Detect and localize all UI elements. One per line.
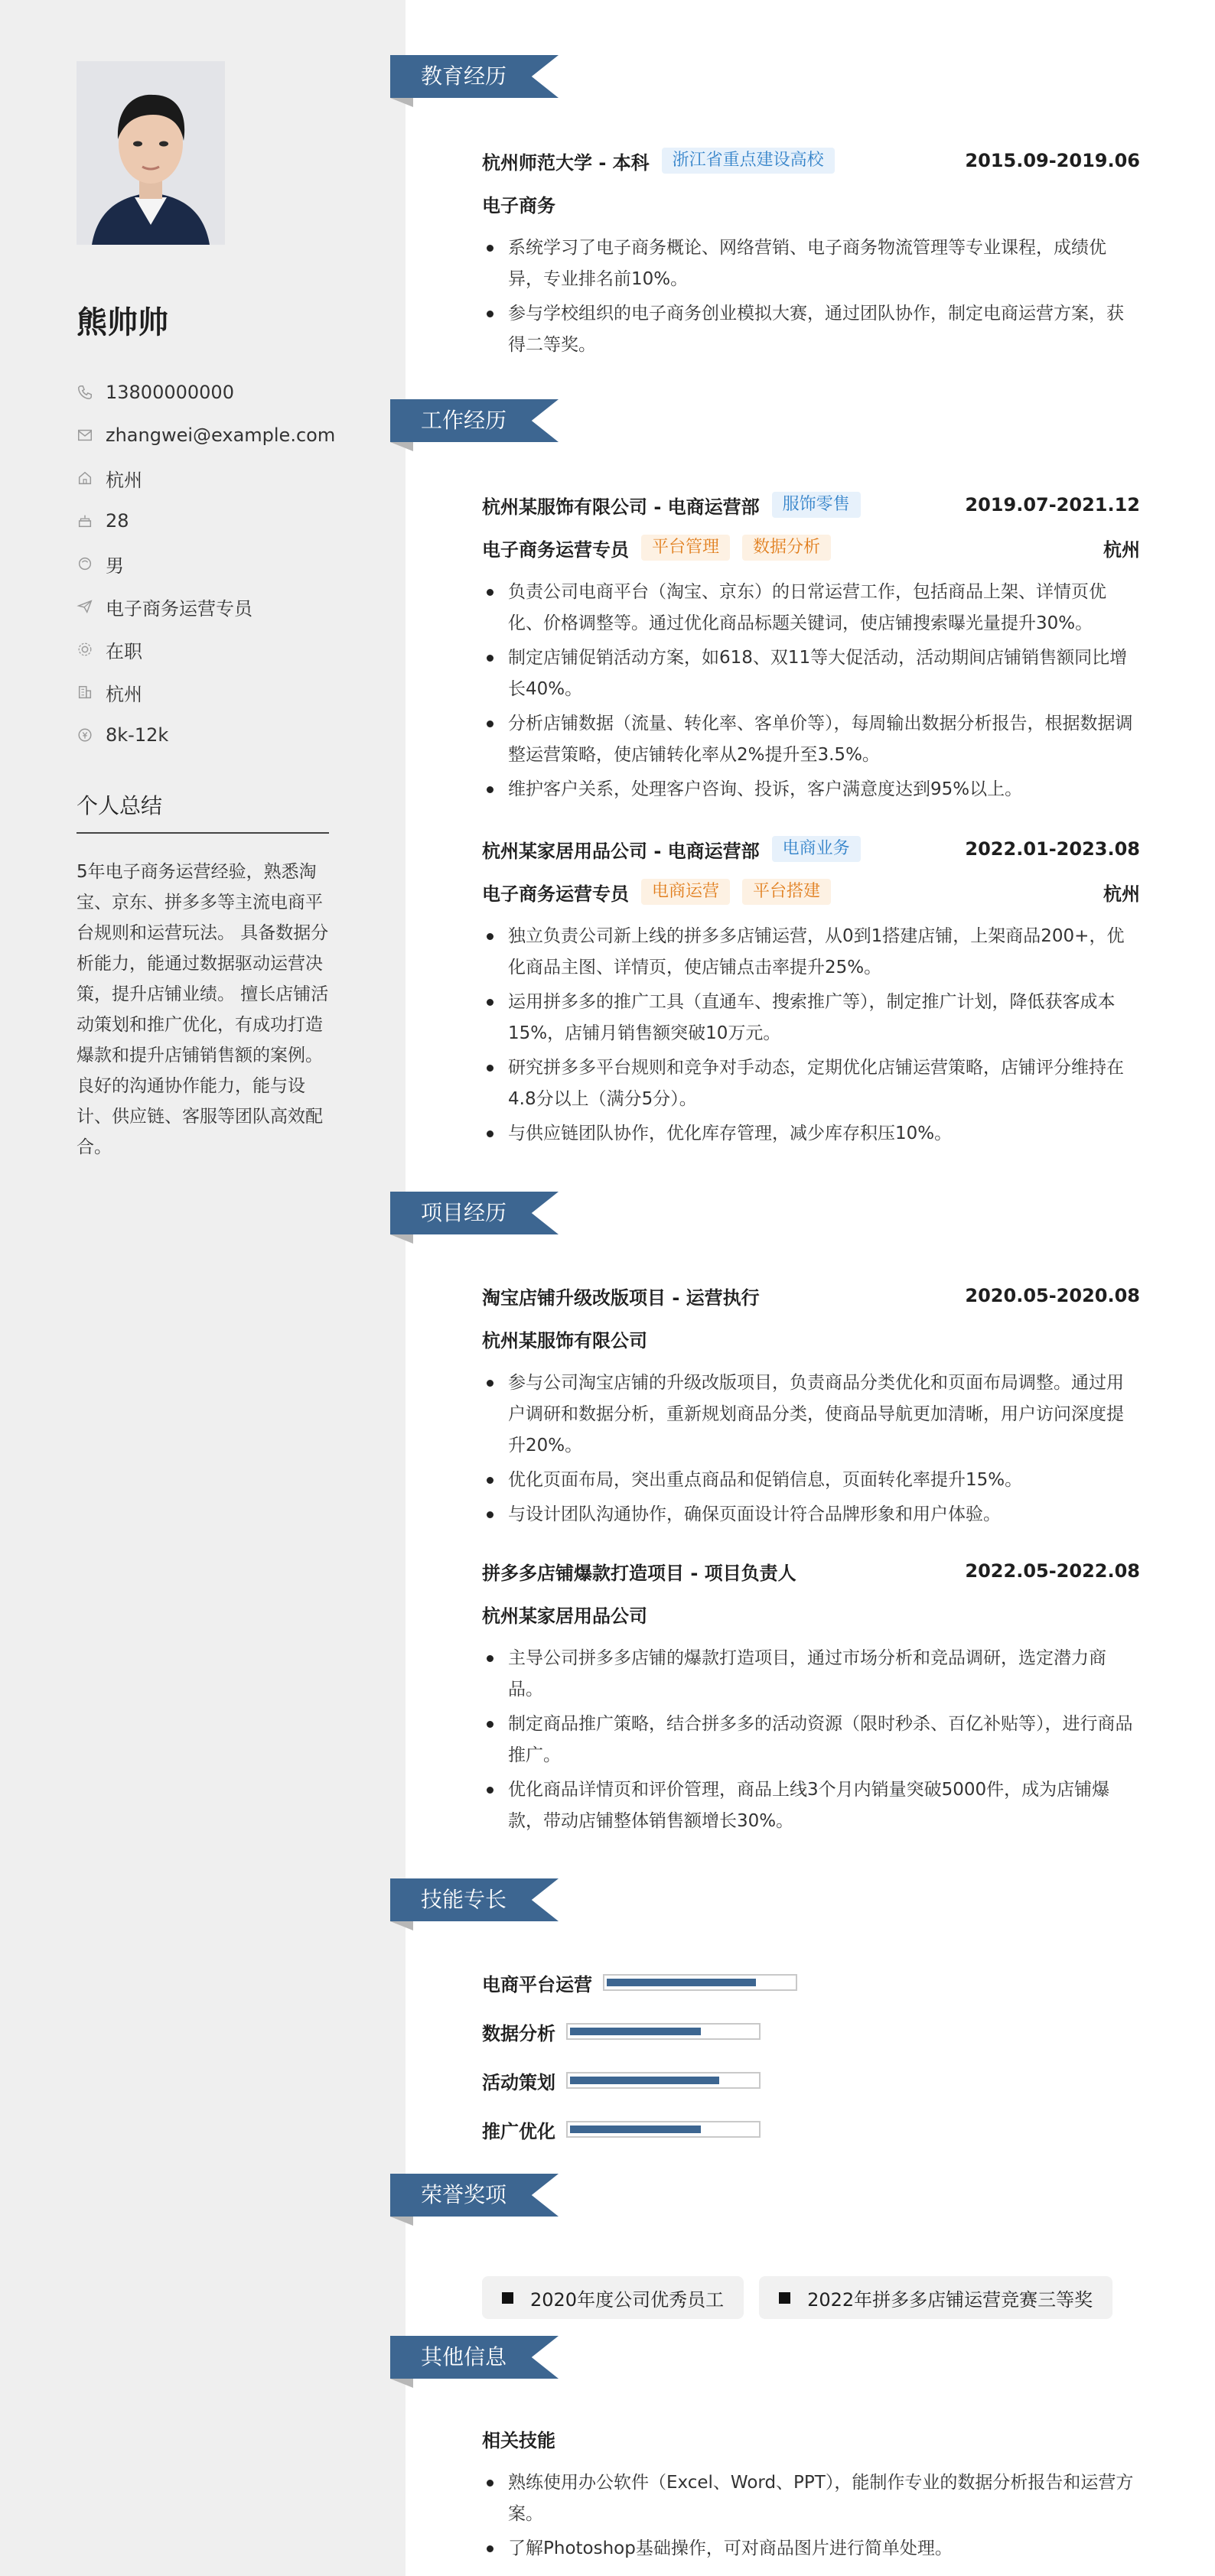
school-badge: 浙江省重点建设高校 — [662, 148, 835, 174]
section-projects — [390, 1192, 559, 1244]
section-fold — [390, 442, 413, 451]
skill-row — [482, 2105, 1140, 2154]
skill-tag: 平台管理 — [641, 535, 730, 561]
section-title: 项目经历 — [421, 1200, 507, 1225]
project-entry-2 — [482, 1554, 1140, 1840]
skill-name: 数据分析 — [482, 2022, 555, 2044]
work-city: 杭州 — [1103, 538, 1140, 561]
info-salary — [77, 714, 337, 756]
info-age — [77, 499, 337, 542]
company-name: 杭州某家居用品公司 - 电商运营部 — [482, 840, 760, 862]
work-bullets — [482, 921, 1140, 1150]
square-bullet-icon — [502, 2292, 513, 2304]
project-bullets — [482, 1643, 1140, 1837]
section-awards — [390, 2174, 559, 2226]
other-bullets — [482, 2467, 1140, 2565]
industry-badge: 电商业务 — [772, 836, 861, 862]
sidebar — [0, 0, 406, 2576]
skill-tag: 平台搭建 — [742, 879, 831, 905]
skill-tag: 数据分析 — [742, 535, 831, 561]
profile-photo — [77, 61, 225, 245]
project-company-row — [482, 1597, 1140, 1631]
industry-badge: 服饰零售 — [772, 492, 861, 518]
work-bullets — [482, 577, 1140, 805]
list-item: 制定商品推广策略，结合拼多多的活动资源（限时秒杀、百亿补贴等），进行商品推广。 — [482, 1709, 1140, 1771]
section-work — [390, 399, 559, 451]
list-item: 负责公司电商平台（淘宝、京东）的日常运营工作，包括商品上架、详情页优化、价格调整等。通过优化商品标题关键词，使店铺搜索曝光量提升30%。 — [482, 577, 1140, 639]
section-fold — [390, 2379, 413, 2388]
skill-bar — [566, 2023, 761, 2040]
work-role-row — [482, 875, 1140, 909]
location-text: 杭州 — [106, 469, 142, 491]
phone-icon — [77, 384, 93, 401]
skill-name: 电商平台运营 — [482, 1973, 592, 1995]
salary-text: 8k-12k — [106, 724, 169, 746]
company-name: 杭州某服饰有限公司 - 电商运营部 — [482, 496, 760, 518]
contact-info-list — [77, 371, 337, 756]
skill-bar-fill — [570, 2126, 701, 2133]
education-major-row — [482, 187, 1140, 220]
info-gender — [77, 542, 337, 585]
work-date: 2019.07-2021.12 — [965, 494, 1140, 516]
award-item — [759, 2276, 1112, 2319]
skills-list — [482, 1958, 1140, 2154]
age-text: 28 — [106, 510, 129, 532]
summary-divider — [77, 832, 329, 834]
mail-icon — [77, 427, 93, 444]
cake-icon — [77, 512, 93, 529]
list-item: 参与公司淘宝店铺的升级改版项目，负责商品分类优化和页面布局调整。通过用户调研和数据分析，重新规划商品分类，使商品导航更加清晰，用户访问深度提升20%。 — [482, 1368, 1140, 1462]
award-text: 2020年度公司优秀员工 — [530, 2288, 725, 2311]
project-header — [482, 1279, 1140, 1312]
work-entry-2 — [482, 832, 1140, 1153]
skill-name: 推广优化 — [482, 2120, 555, 2142]
project-bullets — [482, 1368, 1140, 1530]
gender-icon — [77, 555, 93, 572]
project-header — [482, 1554, 1140, 1588]
send-icon — [77, 598, 93, 615]
work-role-row — [482, 531, 1140, 564]
list-item: 熟练使用办公软件（Excel、Word、PPT），能制作专业的数据分析报告和运营方案。 — [482, 2467, 1140, 2530]
other-subtitle-row — [482, 2422, 1140, 2455]
info-location — [77, 457, 337, 499]
section-skills — [390, 1878, 559, 1930]
project-title: 淘宝店铺升级改版项目 - 运营执行 — [482, 1286, 760, 1309]
list-item: 参与学校组织的电子商务创业模拟大赛，通过团队协作，制定电商运营方案，获得二等奖。 — [482, 298, 1140, 361]
email-text: zhangwei@example.com — [106, 424, 336, 446]
list-item: 优化商品详情页和评价管理，商品上线3个月内销量突破5000件，成为店铺爆款，带动店铺整体销售额增长30%。 — [482, 1774, 1140, 1837]
skill-bar-fill — [570, 2077, 719, 2084]
city-text: 杭州 — [106, 683, 142, 705]
list-item: 系统学习了电子商务概论、网络营销、电子商务物流管理等专业课程，成绩优异，专业排名前10%。 — [482, 233, 1140, 295]
work-entry-1 — [482, 488, 1140, 808]
list-item: 了解Photoshop基础操作，可对商品图片进行简单处理。 — [482, 2533, 1140, 2565]
skill-name: 活动策划 — [482, 2071, 555, 2093]
work-header — [482, 488, 1140, 522]
skill-bar — [603, 1974, 797, 1991]
square-bullet-icon — [779, 2292, 790, 2304]
summary-text: 5年电子商务运营经验，熟悉淘宝、京东、拼多多等主流电商平台规则和运营玩法。 具备数据分析能力，能通过数据驱动运营决策，提升店铺业绩。 擅长店铺活动策划和推广优化，有成功打造爆款和提升店铺销售额的案例。 良好的沟通协作能力，能与设计、供应链、客服等团队高效配合。 — [77, 862, 329, 1157]
summary-title: 个人总结 — [77, 793, 163, 818]
info-status — [77, 628, 337, 671]
project-entry-1 — [482, 1279, 1140, 1534]
status-text: 在职 — [106, 640, 142, 662]
section-fold — [390, 1921, 413, 1930]
section-title: 技能专长 — [421, 1887, 507, 1912]
salary-icon — [77, 727, 93, 743]
list-item: 优化页面布局，突出重点商品和促销信息，页面转化率提升15%。 — [482, 1465, 1140, 1496]
education-bullets — [482, 233, 1140, 361]
project-company: 杭州某服饰有限公司 — [482, 1329, 647, 1351]
role-name: 电子商务运营专员 — [482, 883, 629, 905]
project-date: 2022.05-2022.08 — [965, 1560, 1140, 1582]
skill-bar-fill — [607, 1979, 756, 1986]
section-fold — [390, 2217, 413, 2226]
work-city: 杭州 — [1103, 883, 1140, 905]
section-education — [390, 55, 559, 107]
list-item: 维护客户关系，处理客户咨询、投诉，客户满意度达到95%以上。 — [482, 774, 1140, 805]
position-text: 电子商务运营专员 — [106, 597, 252, 620]
section-title: 工作经历 — [421, 408, 507, 433]
section-title: 荣誉奖项 — [421, 2182, 507, 2207]
list-item: 主导公司拼多多店铺的爆款打造项目，通过市场分析和竞品调研，选定潜力商品。 — [482, 1643, 1140, 1706]
skill-row — [482, 2056, 1140, 2105]
list-item: 与设计团队沟通协作，确保页面设计符合品牌形象和用户体验。 — [482, 1499, 1140, 1530]
section-title: 其他信息 — [421, 2344, 507, 2369]
info-email — [77, 414, 337, 457]
other-entry — [482, 2422, 1140, 2568]
gender-text: 男 — [106, 555, 124, 577]
list-item: 研究拼多多平台规则和竞争对手动态，定期优化店铺运营策略，店铺评分维持在4.8分以上（满分5分）。 — [482, 1052, 1140, 1115]
skill-bar — [566, 2072, 761, 2089]
home-icon — [77, 470, 93, 486]
project-company-row — [482, 1322, 1140, 1355]
list-item: 运用拼多多的推广工具（直通车、搜索推广等），制定推广计划，降低获客成本15%，店铺月销售额突破10万元。 — [482, 987, 1140, 1049]
role-name: 电子商务运营专员 — [482, 538, 629, 561]
section-fold — [390, 1234, 413, 1244]
award-text: 2022年拼多多店铺运营竞赛三等奖 — [807, 2288, 1093, 2311]
section-other — [390, 2336, 559, 2388]
profile-name: 熊帅帅 — [77, 305, 168, 340]
info-city — [77, 671, 337, 714]
info-phone — [77, 371, 337, 414]
status-icon — [77, 641, 93, 658]
awards-list — [482, 2276, 1112, 2319]
project-date: 2020.05-2020.08 — [965, 1285, 1140, 1306]
other-subtitle: 相关技能 — [482, 2429, 555, 2451]
section-title: 教育经历 — [421, 63, 507, 89]
skill-bar — [566, 2121, 761, 2138]
skill-bar-fill — [570, 2028, 701, 2035]
phone-text: 13800000000 — [106, 382, 234, 403]
project-company: 杭州某家居用品公司 — [482, 1605, 647, 1627]
info-position — [77, 585, 337, 628]
list-item: 与供应链团队协作，优化库存管理，减少库存积压10%。 — [482, 1118, 1140, 1150]
work-header — [482, 832, 1140, 866]
skill-row — [482, 1958, 1140, 2007]
work-date: 2022.01-2023.08 — [965, 838, 1140, 860]
education-header — [482, 144, 1140, 177]
award-item — [482, 2276, 744, 2319]
list-item: 独立负责公司新上线的拼多多店铺运营，从0到1搭建店铺，上架商品200+，优化商品主图、详情页，使店铺点击率提升25%。 — [482, 921, 1140, 984]
education-entry — [482, 144, 1140, 364]
list-item: 制定店铺促销活动方案，如618、双11等大促活动，活动期间店铺销售额同比增长40%。 — [482, 642, 1140, 705]
school-name: 杭州师范大学 - 本科 — [482, 151, 650, 174]
section-fold — [390, 98, 413, 107]
skill-tag: 电商运营 — [641, 879, 730, 905]
education-date: 2015.09-2019.06 — [965, 150, 1140, 171]
skill-row — [482, 2007, 1140, 2056]
list-item: 分析店铺数据（流量、转化率、客单价等），每周输出数据分析报告，根据数据调整运营策略，使店铺转化率从2%提升至3.5%。 — [482, 708, 1140, 771]
education-major: 电子商务 — [482, 194, 555, 216]
building-icon — [77, 684, 93, 701]
project-title: 拼多多店铺爆款打造项目 - 项目负责人 — [482, 1562, 796, 1584]
